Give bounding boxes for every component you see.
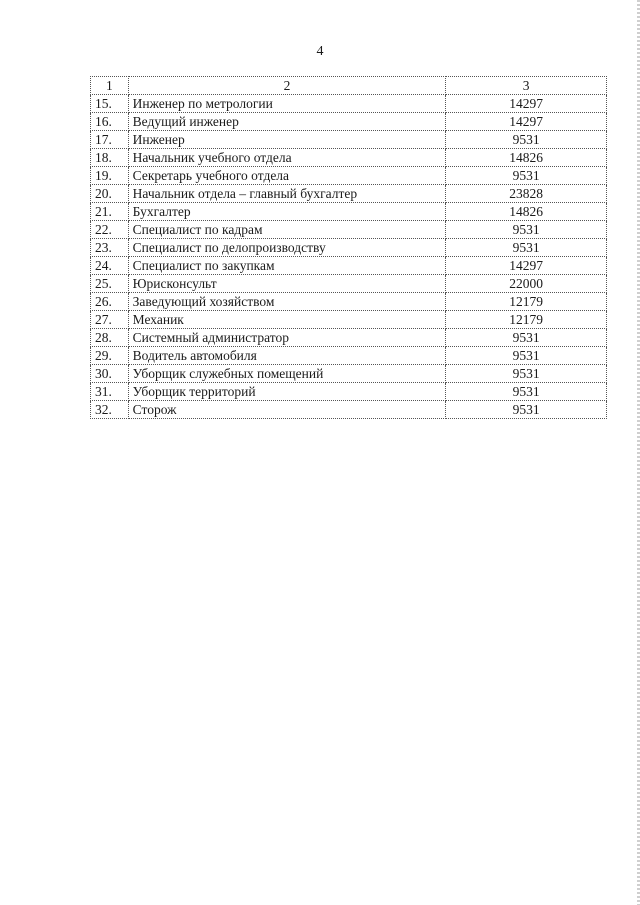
salary-cell: 9531 [446, 401, 607, 419]
row-number-cell: 25. [91, 275, 129, 293]
row-number-cell: 16. [91, 113, 129, 131]
table-row [91, 293, 607, 311]
row-number-cell: 29. [91, 347, 129, 365]
position-name-cell: Начальник учебного отдела [128, 149, 446, 167]
salary-cell: 14297 [446, 257, 607, 275]
salary-cell: 12179 [446, 311, 607, 329]
position-name-cell: Уборщик территорий [128, 383, 446, 401]
row-number-cell: 27. [91, 311, 129, 329]
row-number-cell: 32. [91, 401, 129, 419]
salary-cell: 9531 [446, 347, 607, 365]
row-number-cell: 31. [91, 383, 129, 401]
table-row [91, 131, 607, 149]
salary-cell: 9531 [446, 365, 607, 383]
table-row [91, 95, 607, 113]
row-number-cell: 21. [91, 203, 129, 221]
position-name-cell: Водитель автомобиля [128, 347, 446, 365]
position-name-cell: Юрисконсульт [128, 275, 446, 293]
table-row [91, 329, 607, 347]
row-number-cell: 26. [91, 293, 129, 311]
header-cell-position: 2 [128, 77, 446, 95]
table-row [91, 149, 607, 167]
salary-cell: 9531 [446, 383, 607, 401]
table-row [91, 185, 607, 203]
position-name-cell: Специалист по кадрам [128, 221, 446, 239]
position-name-cell: Секретарь учебного отдела [128, 167, 446, 185]
salary-cell: 9531 [446, 221, 607, 239]
table-row [91, 365, 607, 383]
salary-cell: 14297 [446, 113, 607, 131]
row-number-cell: 23. [91, 239, 129, 257]
table-row [91, 113, 607, 131]
table-row [91, 239, 607, 257]
page-number: 4 [316, 44, 324, 59]
row-number-cell: 24. [91, 257, 129, 275]
salary-cell: 14826 [446, 149, 607, 167]
row-number-cell: 30. [91, 365, 129, 383]
position-name-cell: Начальник отдела – главный бухгалтер [128, 185, 446, 203]
table-row [91, 401, 607, 419]
table-row [91, 311, 607, 329]
position-name-cell: Системный администратор [128, 329, 446, 347]
salary-cell: 9531 [446, 167, 607, 185]
row-number-cell: 20. [91, 185, 129, 203]
position-name-cell: Инженер [128, 131, 446, 149]
row-number-cell: 15. [91, 95, 129, 113]
salary-cell: 12179 [446, 293, 607, 311]
table-row [91, 383, 607, 401]
row-number-cell: 19. [91, 167, 129, 185]
table-row [91, 167, 607, 185]
row-number-cell: 18. [91, 149, 129, 167]
header-cell-salary: 3 [446, 77, 607, 95]
salary-cell: 22000 [446, 275, 607, 293]
row-number-cell: 28. [91, 329, 129, 347]
position-name-cell: Уборщик служебных помещений [128, 365, 446, 383]
salary-cell: 9531 [446, 329, 607, 347]
table-row [91, 221, 607, 239]
position-name-cell: Инженер по метрологии [128, 95, 446, 113]
salary-cell: 14826 [446, 203, 607, 221]
table-row [91, 275, 607, 293]
position-name-cell: Специалист по закупкам [128, 257, 446, 275]
position-name-cell: Специалист по делопроизводству [128, 239, 446, 257]
position-name-cell: Бухгалтер [128, 203, 446, 221]
header-cell-num: 1 [91, 77, 129, 95]
staff-salary-table [90, 76, 607, 419]
row-number-cell: 17. [91, 131, 129, 149]
salary-cell: 9531 [446, 239, 607, 257]
salary-cell: 9531 [446, 131, 607, 149]
table-row [91, 257, 607, 275]
position-name-cell: Сторож [128, 401, 446, 419]
position-name-cell: Заведующий хозяйством [128, 293, 446, 311]
salary-cell: 14297 [446, 95, 607, 113]
table-row [91, 203, 607, 221]
position-name-cell: Механик [128, 311, 446, 329]
row-number-cell: 22. [91, 221, 129, 239]
position-name-cell: Ведущий инженер [128, 113, 446, 131]
table-row [91, 347, 607, 365]
salary-cell: 23828 [446, 185, 607, 203]
table-header-row [91, 77, 607, 95]
